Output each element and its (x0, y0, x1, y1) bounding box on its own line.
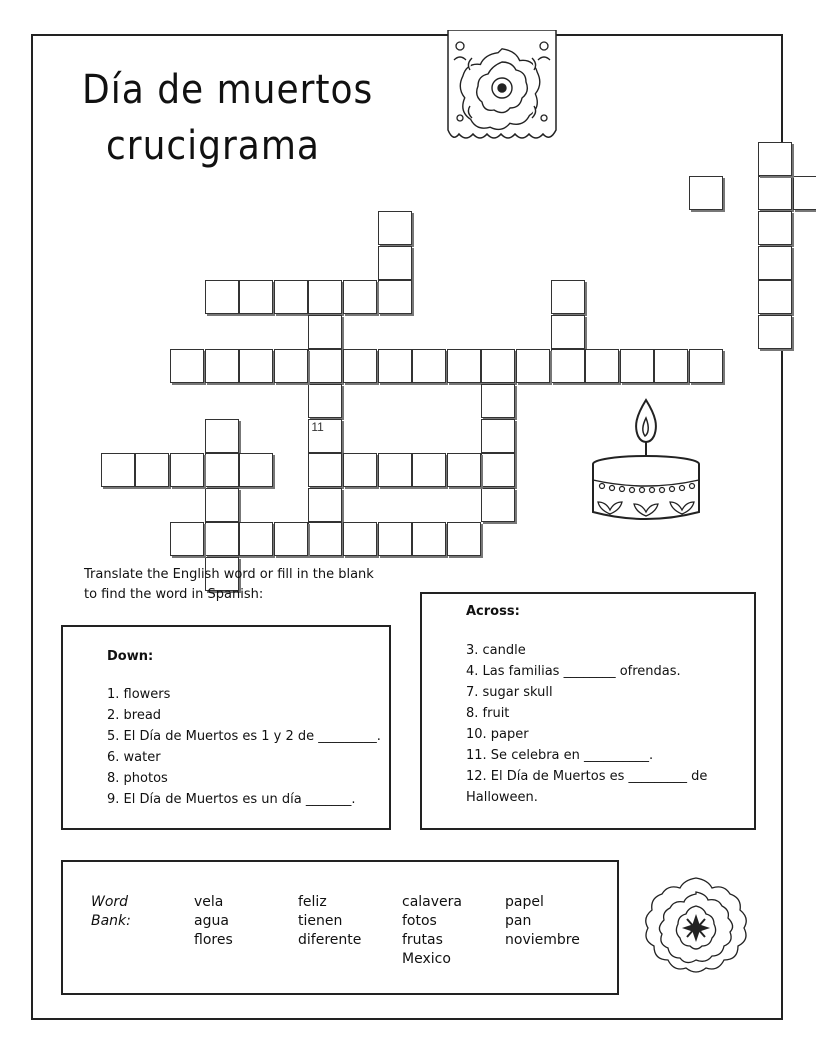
crossword-cell[interactable] (412, 349, 446, 383)
crossword-cell[interactable] (378, 453, 412, 487)
down-heading: Down: (107, 649, 154, 664)
crossword-cell[interactable] (308, 280, 342, 314)
crossword-cell[interactable] (378, 522, 412, 556)
crossword-cell[interactable] (481, 419, 515, 453)
crossword-cell[interactable] (378, 211, 412, 245)
crossword-cell[interactable] (378, 349, 412, 383)
page-title (82, 62, 382, 174)
crossword-cell[interactable] (170, 349, 204, 383)
crossword-cell[interactable] (516, 349, 550, 383)
across-clue: 3. candle (466, 643, 526, 658)
crossword-cell[interactable] (239, 453, 273, 487)
down-clue: 1. flowers (107, 687, 171, 702)
crossword-cell[interactable] (308, 315, 342, 349)
crossword-cell[interactable] (101, 453, 135, 487)
down-clue-list (107, 684, 387, 810)
word-bank-word: agua (194, 913, 229, 929)
word-bank-word: flores (194, 932, 233, 948)
clue-number: 11 (311, 419, 324, 434)
crossword-cell[interactable] (274, 522, 308, 556)
crossword-cell[interactable] (620, 349, 654, 383)
crossword-cell[interactable] (412, 522, 446, 556)
papel-picado-flower-banner-icon (446, 30, 558, 152)
word-bank-word: tienen (298, 913, 343, 929)
word-bank-word: papel (505, 894, 544, 910)
across-heading: Across: (466, 604, 520, 619)
crossword-cell[interactable] (135, 453, 169, 487)
crossword-cell[interactable] (447, 349, 481, 383)
crossword-cell[interactable] (274, 349, 308, 383)
crossword-cell[interactable] (447, 522, 481, 556)
word-bank-word: feliz (298, 894, 327, 910)
word-bank-word: calavera (402, 894, 462, 910)
crossword-cell[interactable] (205, 522, 239, 556)
across-clue: 8. fruit (466, 706, 510, 721)
down-clues-box (61, 625, 391, 830)
word-bank-column (298, 893, 361, 950)
word-bank-word: vela (194, 894, 224, 910)
down-clue: 2. bread (107, 708, 162, 723)
crossword-cell[interactable] (481, 488, 515, 522)
crossword-cell[interactable] (481, 349, 515, 383)
crossword-cell[interactable] (239, 522, 273, 556)
crossword-cell[interactable] (205, 453, 239, 487)
crossword-cell[interactable] (551, 349, 585, 383)
crossword-cell[interactable] (758, 211, 792, 245)
crossword-cell[interactable] (308, 522, 342, 556)
crossword-cell[interactable] (551, 280, 585, 314)
crossword-cell[interactable] (308, 488, 342, 522)
across-clue: 4. Las familias ________ ofrendas. (466, 664, 681, 679)
crossword-cell[interactable] (481, 453, 515, 487)
down-clue: 8. photos (107, 771, 168, 786)
word-bank-column (194, 893, 233, 950)
crossword-cell[interactable] (205, 488, 239, 522)
across-clue: 11. Se celebra en __________. (466, 748, 654, 763)
crossword-cell[interactable] (758, 246, 792, 280)
crossword-cell[interactable] (343, 349, 377, 383)
crossword-cell[interactable] (793, 176, 816, 210)
word-bank-box (61, 860, 619, 995)
crossword-cell[interactable] (308, 349, 342, 383)
crossword-cell[interactable] (205, 419, 239, 453)
instructions: Translate the English word or fill in the blank to find the word in Spanish: (84, 567, 374, 602)
title-line-2: crucigrama (106, 123, 320, 169)
crossword-cell[interactable] (654, 349, 688, 383)
title-line-1: Día de muertos (82, 67, 374, 113)
crossword-cell[interactable] (758, 280, 792, 314)
crossword-cell[interactable] (308, 384, 342, 418)
crossword-cell[interactable] (758, 142, 792, 176)
word-bank-word: fotos (402, 913, 437, 929)
crossword-cell[interactable] (689, 349, 723, 383)
word-bank-word: noviembre (505, 932, 580, 948)
crossword-cell[interactable] (758, 315, 792, 349)
crossword-cell[interactable] (378, 280, 412, 314)
crossword-cell[interactable] (343, 453, 377, 487)
crossword-cell[interactable] (758, 176, 792, 210)
crossword-cell[interactable] (308, 453, 342, 487)
marigold-flower-icon (640, 872, 752, 984)
crossword-cell[interactable] (274, 280, 308, 314)
crossword-cell[interactable] (447, 453, 481, 487)
word-bank-column (505, 893, 580, 950)
word-bank-word: frutas (402, 932, 443, 948)
across-clue: 7. sugar skull (466, 685, 553, 700)
across-clue-list (466, 640, 736, 808)
word-bank-word: diferente (298, 932, 362, 948)
candle-icon (588, 396, 704, 524)
crossword-cell[interactable] (170, 453, 204, 487)
word-bank-word: pan (505, 913, 532, 929)
crossword-cell[interactable] (481, 384, 515, 418)
crossword-cell[interactable] (239, 349, 273, 383)
word-bank-label-1: Word (91, 894, 129, 910)
down-clue: 6. water (107, 750, 161, 765)
crossword-cell[interactable] (689, 176, 723, 210)
word-bank-column (402, 893, 462, 969)
down-clue: 5. El Día de Muertos es 1 y 2 de _________. (107, 729, 381, 744)
crossword-cell[interactable] (412, 453, 446, 487)
crossword-cell[interactable] (378, 246, 412, 280)
crossword-cell[interactable] (170, 522, 204, 556)
crossword-cell[interactable] (205, 349, 239, 383)
crossword-cell[interactable] (343, 280, 377, 314)
across-clue: 10. paper (466, 727, 529, 742)
across-clues-box (420, 592, 756, 830)
crossword-cell[interactable] (308, 419, 342, 453)
down-clue: 9. El Día de Muertos es un día _______. (107, 792, 356, 807)
crossword-cell[interactable] (239, 280, 273, 314)
crossword-cell[interactable] (343, 522, 377, 556)
crossword-cell[interactable] (585, 349, 619, 383)
word-bank-word: Mexico (402, 951, 451, 967)
crossword-cell[interactable] (551, 315, 585, 349)
across-clue: 12. El Día de Muertos es _________ de Halloween. (466, 769, 708, 805)
crossword-cell[interactable] (205, 280, 239, 314)
word-bank-label-2: Bank: (91, 913, 131, 929)
